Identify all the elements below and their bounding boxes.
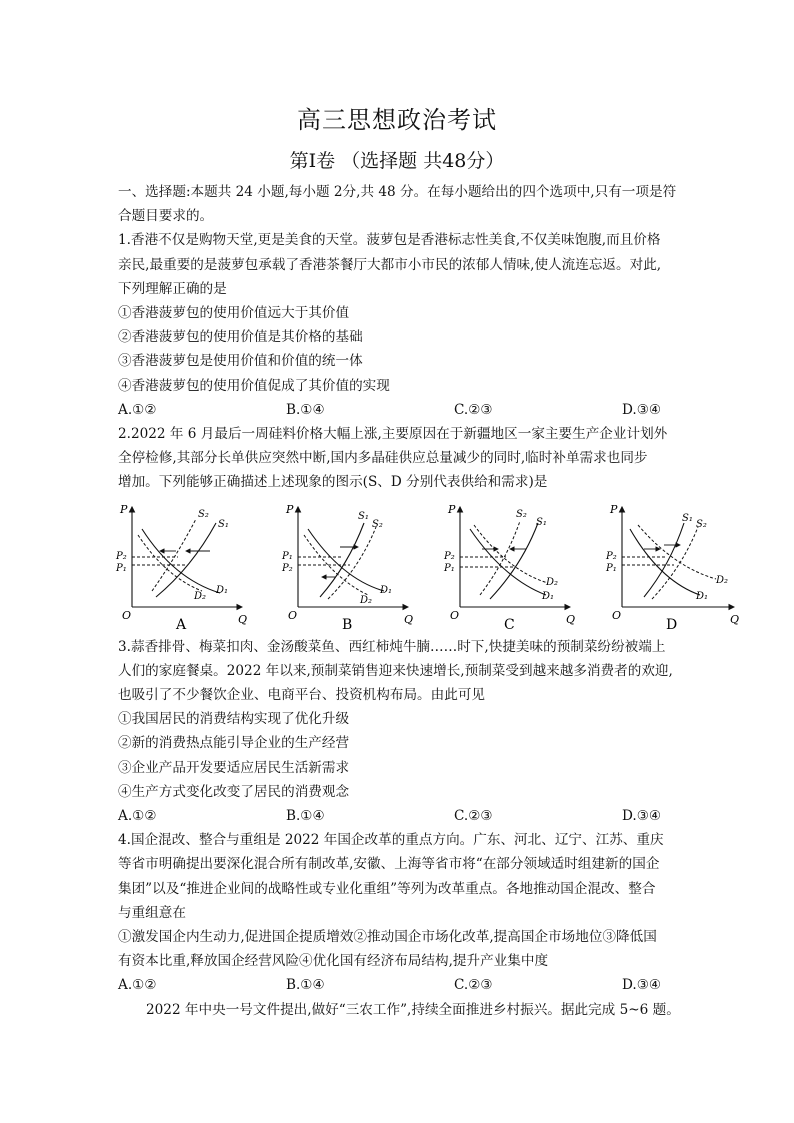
p-axis-label: P bbox=[120, 502, 128, 516]
chart-c bbox=[442, 499, 582, 633]
supply-curve-s2 bbox=[480, 521, 520, 595]
q1-options bbox=[118, 398, 684, 422]
q3-stem-line: 也吸引了不少餐饮企业、电商平台、投资机构布局。由此可见 bbox=[118, 687, 486, 704]
p-axis-label: P bbox=[610, 502, 618, 516]
p-label-bottom: P₁ bbox=[116, 562, 127, 574]
s-label-left: S₂ bbox=[516, 508, 527, 520]
chart-letter: C bbox=[504, 616, 515, 633]
chart-letter: A bbox=[176, 616, 187, 633]
q1-stem-line: 下列理解正确的是 bbox=[118, 280, 227, 297]
d-label-right: D₁ bbox=[380, 584, 393, 596]
s-label-right: S₁ bbox=[536, 516, 547, 528]
q3-option-a: A.①② bbox=[118, 808, 157, 825]
q1-option-b: B.①④ bbox=[286, 401, 325, 418]
s-label-left: S₁ bbox=[358, 510, 369, 522]
s-label-left: S₁ bbox=[682, 512, 693, 524]
chart-a bbox=[114, 499, 254, 633]
d-label-top: D₂ bbox=[546, 576, 559, 588]
q3-item: ①我国居民的消费结构实现了优化升级 bbox=[118, 711, 350, 728]
p-label-bottom: P₁ bbox=[606, 562, 617, 574]
q4-stem-line: 等省市明确提出要深化混合所有制改革,安徽、上海等省市将“在部分领域适时组建新的国企 bbox=[118, 856, 660, 873]
p-label-top: P₂ bbox=[606, 550, 617, 562]
s-label-left: S₂ bbox=[198, 508, 209, 520]
d-label-right: D₁ bbox=[216, 584, 229, 596]
q1-item: ①香港菠萝包的使用价值远大于其价值 bbox=[118, 305, 350, 322]
exam-title: 高三思想政治考试 bbox=[297, 106, 497, 134]
q1-item: ②香港菠萝包的使用价值是其价格的基础 bbox=[118, 329, 363, 346]
s-label-right: S₂ bbox=[696, 518, 707, 530]
d-label-top: D₂ bbox=[716, 574, 729, 586]
p-label-top: P₂ bbox=[444, 550, 455, 562]
q3-item: ②新的消费热点能引导企业的生产经营 bbox=[118, 735, 350, 752]
supply-curve-s1 bbox=[156, 523, 216, 597]
p-axis-label: P bbox=[448, 502, 456, 516]
q3-options bbox=[118, 804, 684, 828]
origin-label: O bbox=[612, 608, 622, 622]
chart-b bbox=[280, 499, 420, 633]
p-label-top: P₂ bbox=[116, 550, 127, 562]
demand-curve-d2 bbox=[638, 525, 716, 579]
q3-option-d: D.③④ bbox=[622, 808, 662, 825]
q4-option-a: A.①② bbox=[118, 977, 157, 994]
d-label-left: D₂ bbox=[194, 590, 207, 602]
demand-curve-d1 bbox=[470, 529, 546, 595]
q4-stem-line: 与重组意在 bbox=[118, 904, 186, 921]
p-label-top: P₁ bbox=[282, 550, 293, 562]
q3-item: ③企业产品开发要适应居民生活新需求 bbox=[118, 759, 350, 776]
origin-label: O bbox=[288, 608, 298, 622]
q-axis-label: Q bbox=[730, 612, 740, 626]
chart-letter: D bbox=[666, 616, 678, 633]
q4-option-d: D.③④ bbox=[622, 977, 662, 994]
q1-option-d: D.③④ bbox=[622, 401, 662, 418]
q4-option-c: C.②③ bbox=[454, 977, 493, 994]
q4-stem-line: 集团”以及“推进企业间的战略性或专业化重组”等列为改革重点。各地推动国企混改、整合 bbox=[118, 880, 656, 897]
p-label-bottom: P₂ bbox=[282, 562, 293, 574]
s-label-right: S₂ bbox=[372, 518, 383, 530]
q1-item: ③香港菠萝包是使用价值和价值的统一体 bbox=[118, 353, 363, 370]
q3-item: ④生产方式变化改变了居民的消费观念 bbox=[118, 783, 350, 800]
supply-curve-s2 bbox=[652, 527, 698, 599]
q2-stem-line: 2.2022 年 6 月最后一周硅料价格大幅上涨,主要原因在于新疆地区一家主要生产企业计划外 bbox=[118, 426, 668, 443]
section-intro-line: 合题目要求的。 bbox=[118, 208, 214, 225]
s-label-right: S₁ bbox=[218, 518, 229, 530]
q4-stem-line: 4.国企混改、整合与重组是 2022 年国企改革的重点方向。广东、河北、辽宁、江苏、重庆 bbox=[118, 832, 664, 849]
q4-options bbox=[118, 973, 684, 997]
q2-stem-line: 增加。下列能够正确描述上述现象的图示(S、D 分别代表供给和需求)是 bbox=[118, 474, 548, 491]
q-axis-label: Q bbox=[404, 612, 414, 626]
supply-curve-s2 bbox=[328, 527, 376, 599]
q1-item: ④香港菠萝包的使用价值促成了其价值的实现 bbox=[118, 377, 390, 394]
d-label-bottom: D₁ bbox=[542, 590, 555, 602]
origin-label: O bbox=[450, 608, 460, 622]
q3-stem-line: 人们的家庭餐桌。2022 年以来,预制菜销售迎来快速增长,预制菜受到越来越多消费者的欢迎, bbox=[118, 662, 673, 679]
d-label-left: D₂ bbox=[360, 594, 373, 606]
q2-stem-line: 全停检修,其部分长单供应突然中断,国内多晶硅供应总量减少的同时,临时补单需求也同步 bbox=[118, 450, 648, 467]
demand-curve-d1 bbox=[142, 529, 220, 593]
q-axis-label: Q bbox=[238, 612, 248, 626]
q3-option-c: C.②③ bbox=[454, 808, 493, 825]
supply-curve-s1 bbox=[320, 523, 364, 597]
q4-option-b: B.①④ bbox=[286, 977, 325, 994]
origin-label: O bbox=[122, 608, 132, 622]
q-axis-label: Q bbox=[566, 612, 576, 626]
section-title: 第Ⅰ卷 （选择题 共48分） bbox=[289, 150, 505, 172]
demand-curve-d1 bbox=[630, 529, 700, 595]
q3-option-b: B.①④ bbox=[286, 808, 325, 825]
q2-chart-row bbox=[116, 499, 740, 633]
q1-stem-line: 亲民,最重要的是菠萝包承载了香港茶餐厅大都市小市民的浓郁人情味,使人流连忘返。对此, bbox=[118, 256, 662, 273]
q3-stem-line: 3.蒜香排骨、梅菜扣肉、金汤酸菜鱼、西红柿炖牛腩……时下,快捷美味的预制菜纷纷被端上 bbox=[118, 638, 666, 655]
p-label-bottom: P₁ bbox=[444, 562, 455, 574]
q1-stem-line: 1.香港不仅是购物天堂,更是美食的天堂。菠萝包是香港标志性美食,不仅美味饱腹,而且价格 bbox=[118, 232, 661, 249]
chart-letter: B bbox=[342, 616, 353, 633]
q1-option-c: C.②③ bbox=[454, 401, 493, 418]
section-intro-line: 一、选择题:本题共 24 小题,每小题 2分,共 48 分。在每小题给出的四个选项中,只有一项是符 bbox=[118, 184, 677, 200]
closing-line: 2022 年中央一号文件提出,做好“三农工作”,持续全面推进乡村振兴。据此完成 5~6 题。 bbox=[146, 1001, 680, 1018]
q4-item-line: ①激发国企内生动力,促进国企提质增效②推动国企市场化改革,提高国企市场地位③降低国 bbox=[118, 929, 657, 946]
d-label-bottom: D₁ bbox=[696, 590, 709, 602]
q4-item-line: 有资本比重,释放国企经营风险④优化国有经济布局结构,提升产业集中度 bbox=[118, 953, 549, 970]
chart-d bbox=[604, 499, 744, 633]
q1-option-a: A.①② bbox=[118, 401, 157, 418]
p-axis-label: P bbox=[286, 502, 294, 516]
exam-content bbox=[116, 180, 740, 1022]
